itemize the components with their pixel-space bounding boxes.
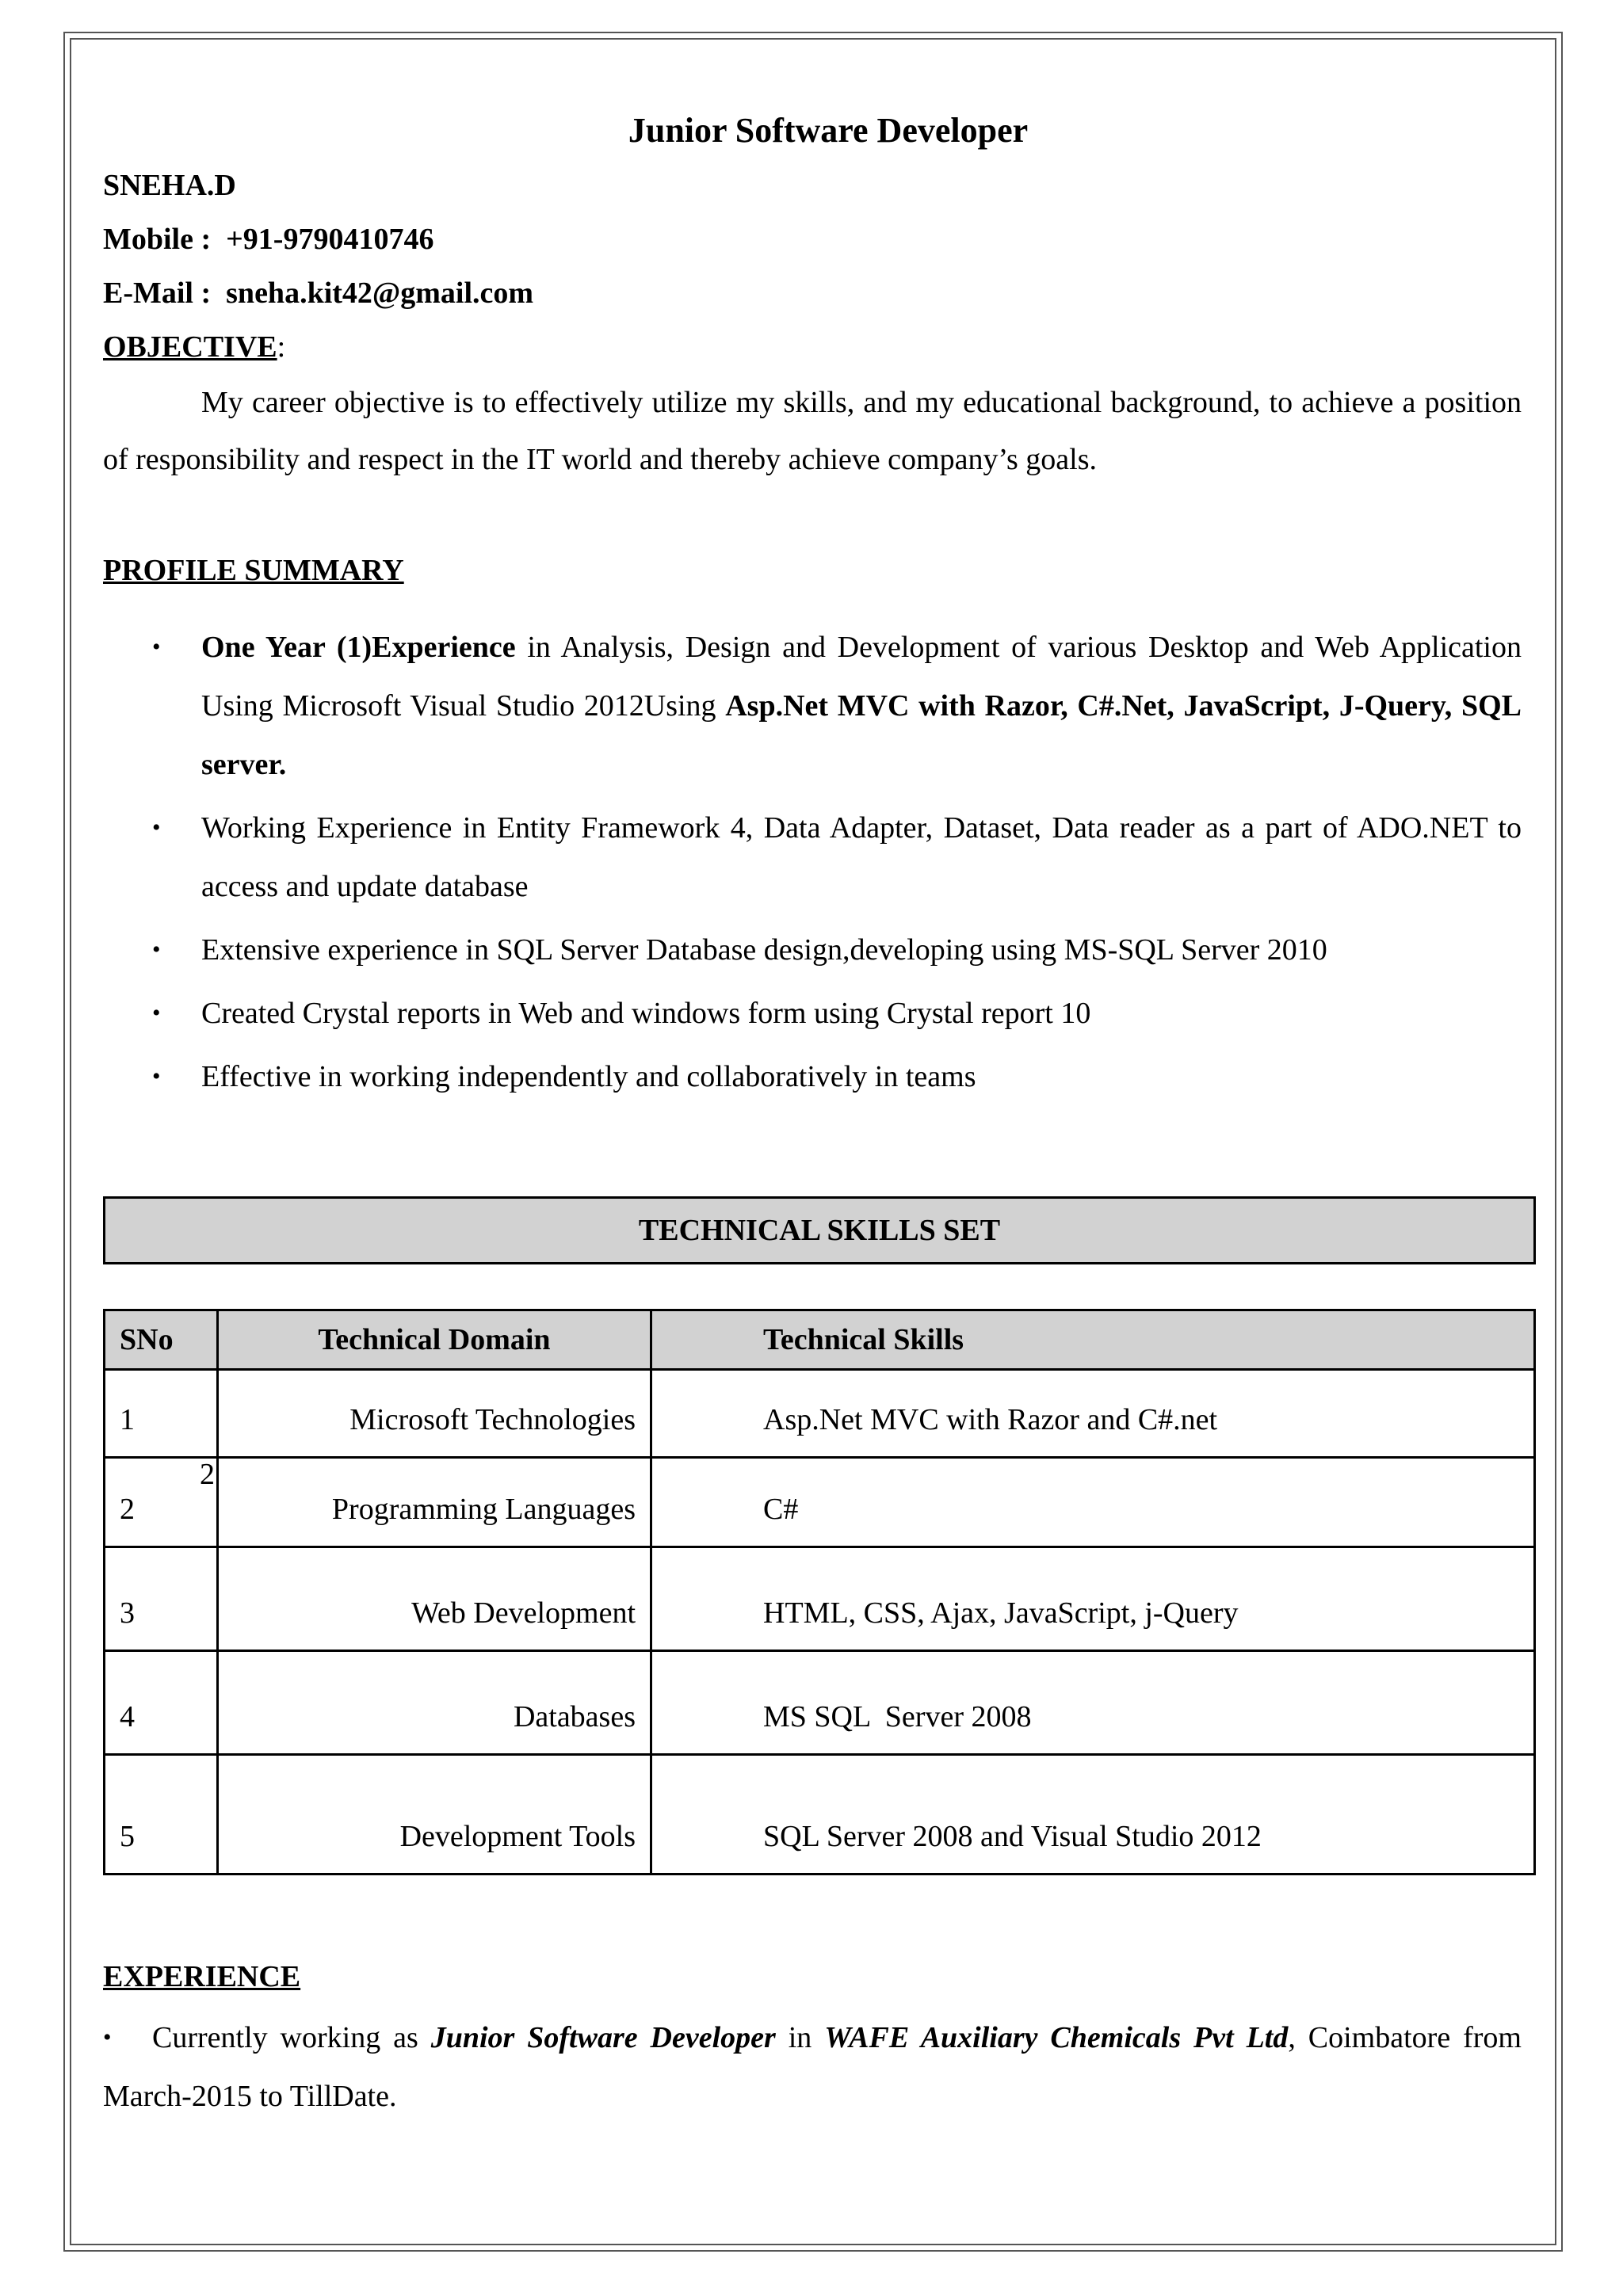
bullet-icon: •	[152, 936, 161, 963]
summary-item-1-text: in Analysis, Design and Development of various Desktop and Web Application Using Microsoft Visual Studio 2012Using	[201, 631, 1522, 723]
header-technical-skills: Technical Skills	[651, 1310, 1535, 1370]
objective-heading-line	[103, 320, 1522, 374]
profile-summary-list	[103, 618, 1522, 1106]
table-row	[105, 1370, 1535, 1458]
cell-skills: SQL Server 2008 and Visual Studio 2012	[651, 1755, 1535, 1875]
cell-skills: C#	[651, 1458, 1535, 1547]
experience-item	[103, 2008, 1522, 2126]
bullet-icon: •	[152, 634, 161, 660]
header-technical-domain: Technical Domain	[218, 1310, 651, 1370]
cell-sno-value: 2	[120, 1493, 135, 1526]
summary-item-4: Created Crystal reports in Web and windows form using Crystal report 10	[201, 997, 1091, 1030]
experience-company: WAFE Auxiliary Chemicals Pvt Ltd	[824, 2021, 1289, 2054]
objective-colon: :	[277, 330, 286, 364]
cell-sno: 4	[105, 1651, 218, 1755]
bullet-icon: •	[152, 1063, 161, 1089]
candidate-name: SNEHA.D	[103, 169, 236, 202]
table-row	[105, 1651, 1535, 1755]
summary-item-5: Effective in working independently and collaboratively in teams	[201, 1060, 976, 1093]
email-address: sneha.kit42@gmail.com	[226, 277, 534, 310]
cell-domain: Microsoft Technologies	[218, 1370, 651, 1458]
mobile-number: +91-9790410746	[226, 223, 434, 256]
experience-text-b: in	[775, 2021, 825, 2054]
header-sno: SNo	[105, 1310, 218, 1370]
table-row	[105, 1547, 1535, 1651]
experience-role: Junior Software Developer	[430, 2021, 776, 2054]
profile-summary-heading-line	[103, 543, 1522, 597]
experience-text-c: , Coimbatore from March-2015 to TillDate.	[103, 2021, 1522, 2113]
cell-domain: Databases	[218, 1651, 651, 1755]
cell-domain: Development Tools	[218, 1755, 651, 1875]
bullet-icon: •	[152, 814, 161, 841]
bullet-icon: •	[152, 1000, 161, 1026]
technical-skills-banner: TECHNICAL SKILLS SET	[103, 1196, 1536, 1264]
email-line	[103, 266, 1522, 320]
list-item	[103, 618, 1522, 794]
resume-content	[103, 103, 1522, 2126]
mobile-label: Mobile :	[103, 223, 212, 256]
cell-skills: HTML, CSS, Ajax, JavaScript, j-Query	[651, 1547, 1535, 1651]
mobile-line	[103, 212, 1522, 266]
summary-item-3: Extensive experience in SQL Server Database design,developing using MS-SQL Server 2010	[201, 933, 1327, 967]
table-header-row	[105, 1310, 1535, 1370]
objective-heading: OBJECTIVE	[103, 330, 277, 364]
cell-sno: 3	[105, 1547, 218, 1651]
list-item	[103, 984, 1522, 1043]
cell-sno: 5	[105, 1755, 218, 1875]
table-row	[105, 1755, 1535, 1875]
stray-number-mark: 2	[200, 1458, 215, 1491]
experience-heading-line	[103, 1950, 1522, 2004]
list-item	[103, 1047, 1522, 1106]
cell-skills: MS SQL Server 2008	[651, 1651, 1535, 1755]
cell-domain: Programming Languages	[218, 1458, 651, 1547]
resume-title: Junior Software Developer	[628, 111, 1029, 150]
cell-domain: Web Development	[218, 1547, 651, 1651]
summary-item-2: Working Experience in Entity Framework 4, Data Adapter, Dataset, Data reader as a part of ADO.NET to access and update database	[201, 811, 1522, 903]
cell-sno	[105, 1458, 218, 1547]
profile-summary-heading: PROFILE SUMMARY	[103, 554, 404, 587]
summary-item-1-bold-a: One Year (1)Experience	[201, 631, 516, 664]
bullet-icon: •	[103, 2024, 112, 2050]
experience-text-a: Currently working as	[152, 2021, 431, 2054]
technical-skills-table	[103, 1309, 1536, 1875]
table-row	[105, 1458, 1535, 1547]
objective-text: My career objective is to effectively utilize my skills, and my educational background, to achieve a position of responsibility and respect in the IT world and thereby achieve company’s goals.	[103, 386, 1522, 476]
experience-heading: EXPERIENCE	[103, 1960, 301, 1993]
summary-item-1-bold-b: Asp.Net MVC with Razor, C#.Net, JavaScript, J-Query, SQL server.	[201, 689, 1522, 781]
list-item	[103, 799, 1522, 916]
cell-skills: Asp.Net MVC with Razor and C#.net	[651, 1370, 1535, 1458]
cell-sno: 1	[105, 1370, 218, 1458]
list-item	[103, 921, 1522, 979]
email-label: E-Mail :	[103, 277, 212, 310]
